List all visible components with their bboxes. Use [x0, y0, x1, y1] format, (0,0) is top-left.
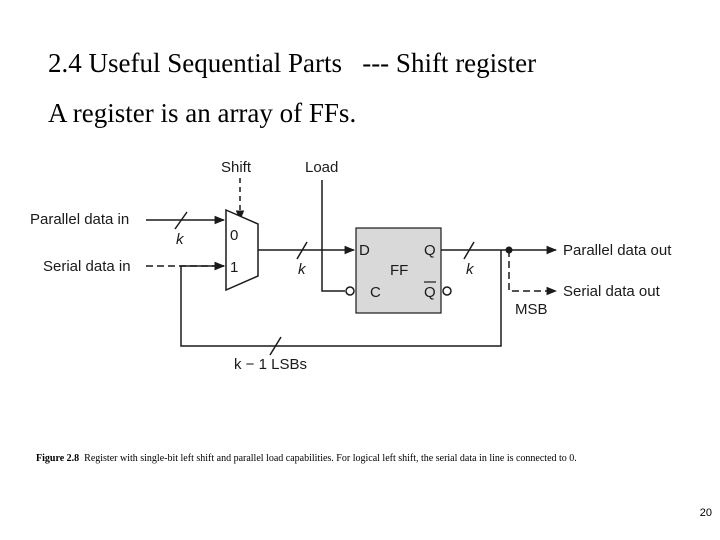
mux-input-0: 0 [230, 227, 239, 244]
serial-data-out-label: Serial data out [563, 283, 660, 300]
caption-text: Register with single-bit left shift and parallel load capabilities. For logical left shift, the serial data in line is connected to 0. [84, 453, 577, 464]
bus-width-k-out: k [466, 261, 474, 278]
ff-q-label: Q [424, 242, 436, 259]
figure-caption [36, 453, 696, 464]
parallel-data-out-label: Parallel data out [563, 242, 672, 259]
slide-title: 2.4 Useful Sequential Parts --- Shift register [48, 48, 537, 78]
parallel-data-in-label: Parallel data in [30, 211, 130, 228]
multiplexer [226, 210, 258, 290]
msb-label: MSB [515, 301, 548, 318]
bus-width-k-mid: k [298, 261, 306, 278]
feedback-label: k − 1 LSBs [234, 356, 307, 373]
bus-width-k-in: k [176, 231, 184, 248]
ff-qbar-label: Q [424, 284, 436, 301]
ff-d-label: D [359, 242, 370, 259]
ff-c-label: C [370, 284, 381, 301]
shift-label: Shift [221, 159, 252, 176]
mux-input-1: 1 [230, 259, 239, 276]
load-clock-line [322, 180, 345, 291]
figure-number: Figure 2.8 [36, 453, 80, 464]
clock-bubble [346, 287, 354, 295]
serial-data-in-label: Serial data in [43, 258, 131, 275]
slide-subtitle: A register is an array of FFs. [48, 98, 357, 128]
page-number: 20 [699, 507, 712, 519]
load-label: Load [305, 159, 339, 176]
serial-out-line [509, 250, 556, 291]
qbar-bubble [443, 287, 451, 295]
ff-label: FF [390, 262, 409, 279]
